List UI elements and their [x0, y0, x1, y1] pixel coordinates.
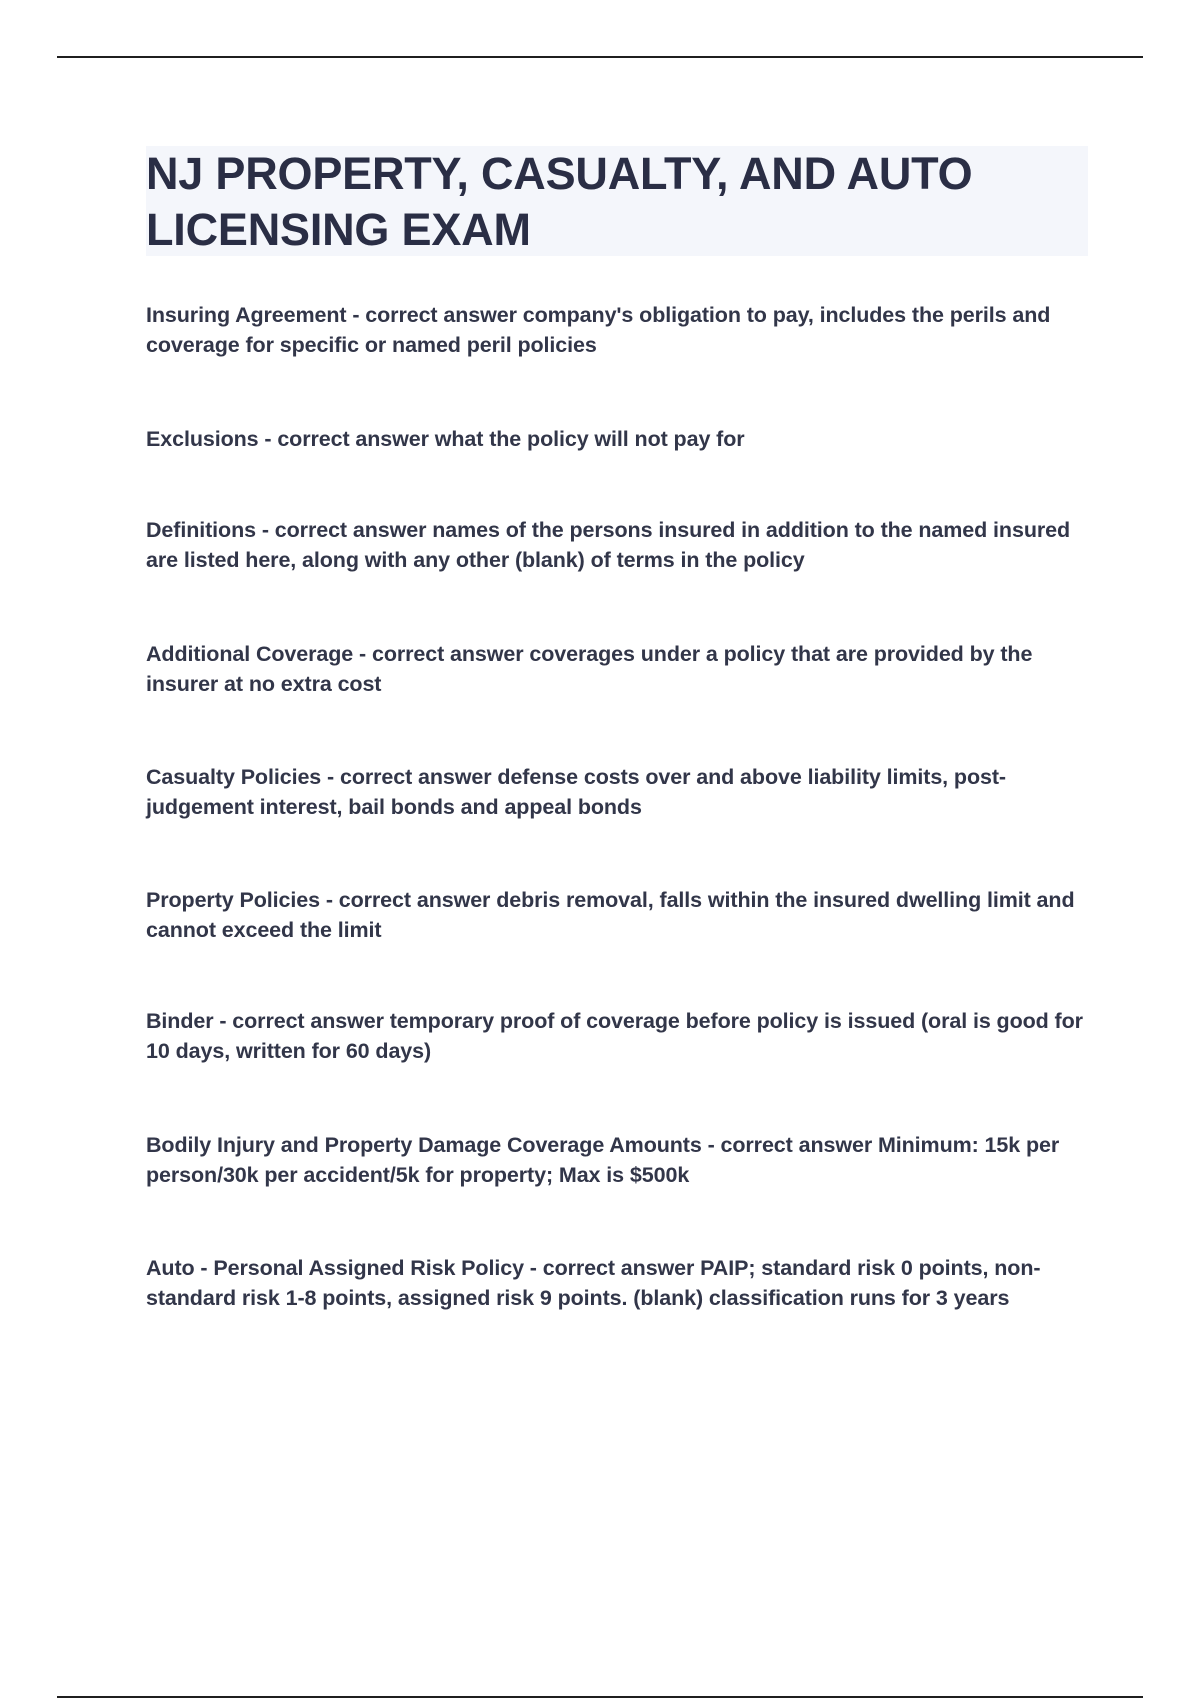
top-divider [57, 56, 1143, 58]
list-item: Auto - Personal Assigned Risk Policy - correct answer PAIP; standard risk 0 points, non-standard risk 1-8 points, assigned risk 9 points. (blank) classification runs for 3 years [146, 1256, 1041, 1310]
list-item: Exclusions - correct answer what the policy will not pay for [146, 427, 745, 451]
title-banner [146, 146, 1088, 256]
list-item: Definitions - correct answer names of the persons insured in addition to the named insured are listed here, along with any other (blank) of terms in the policy [146, 518, 1071, 572]
list-item: Insuring Agreement - correct answer company's obligation to pay, includes the perils and coverage for specific or named peril policies [146, 303, 1051, 357]
list-item: Binder - correct answer temporary proof of coverage before policy is issued (oral is good for 10 days, written for 60 days) [146, 1009, 1083, 1063]
page-title: NJ PROPERTY, CASUALTY, AND AUTO LICENSING EXAM [146, 148, 973, 255]
bottom-divider [57, 1696, 1143, 1698]
list-item: Bodily Injury and Property Damage Coverage Amounts - correct answer Minimum: 15k per person/30k per accident/5k for property; Max is $500k [146, 1133, 1060, 1187]
list-item: Casualty Policies - correct answer defense costs over and above liability limits, post-judgement interest, bail bonds and appeal bonds [146, 765, 1006, 819]
list-item: Property Policies - correct answer debris removal, falls within the insured dwelling limit and cannot exceed the limit [146, 888, 1075, 942]
list-item: Additional Coverage - correct answer coverages under a policy that are provided by the insurer at no extra cost [146, 642, 1033, 696]
